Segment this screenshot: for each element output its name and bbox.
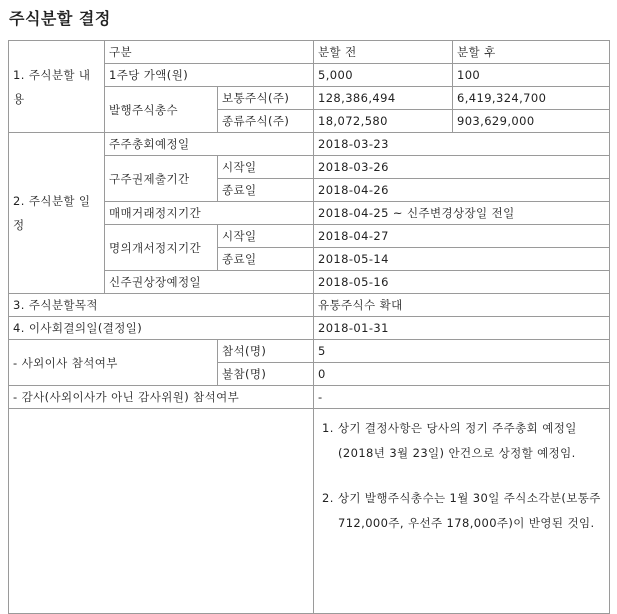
listing-date-value: 2018-05-16 [314,271,610,294]
common-shares-before: 128,386,494 [314,87,453,110]
old-cert-label: 구주권제출기간 [105,156,218,202]
page-title: 주식분할 결정 [9,9,111,28]
common-shares-label: 보통주식(주) [218,87,314,110]
table-row [9,317,610,340]
board-resolution-label: 4. 이사회결의일(결정일) [9,317,314,340]
table-row [9,409,610,614]
notes-cell [314,409,610,614]
purpose-label: 3. 주식분할목적 [9,294,314,317]
trade-halt-label: 매매거래정지기간 [105,202,314,225]
present-label: 참석(명) [218,340,314,363]
header-category: 구분 [105,41,314,64]
note-2: 2. 상기 발행주식총수는 1월 30일 주식소각분(보통주 712,000주, 우선주 178,000주)이 반영된 것임. [322,491,601,530]
preferred-shares-before: 18,072,580 [314,110,453,133]
transfer-halt-end-value: 2018-05-14 [314,248,610,271]
header-after: 분할 후 [453,41,610,64]
notes-label-cell [9,409,314,614]
meeting-date-label: 주주총회예정일 [105,133,314,156]
common-shares-after: 6,419,324,700 [453,87,610,110]
old-cert-start-value: 2018-03-26 [314,156,610,179]
section1-label: 1. 주식분할 내용 [9,41,105,133]
transfer-halt-start-label: 시작일 [218,225,314,248]
old-cert-end-value: 2018-04-26 [314,179,610,202]
absent-value: 0 [314,363,610,386]
meeting-date-value: 2018-03-23 [314,133,610,156]
section2-label: 2. 주식분할 일정 [9,133,105,294]
old-cert-start-label: 시작일 [218,156,314,179]
notes-list [318,413,605,536]
transfer-halt-end-label: 종료일 [218,248,314,271]
board-resolution-value: 2018-01-31 [314,317,610,340]
par-value-before: 5,000 [314,64,453,87]
table-row [9,41,610,64]
par-value-label: 1주당 가액(원) [105,64,314,87]
audit-label: - 감사(사외이사가 아닌 감사위원) 참석여부 [9,386,314,409]
audit-value: - [314,386,610,409]
absent-label: 불참(명) [218,363,314,386]
purpose-value: 유통주식수 확대 [314,294,610,317]
preferred-shares-after: 903,629,000 [453,110,610,133]
preferred-shares-label: 종류주식(주) [218,110,314,133]
transfer-halt-label: 명의개서정지기간 [105,225,218,271]
old-cert-end-label: 종료일 [218,179,314,202]
table-row [9,340,610,363]
outside-directors-label: - 사외이사 참석여부 [9,340,218,386]
transfer-halt-start-value: 2018-04-27 [314,225,610,248]
header-before: 분할 전 [314,41,453,64]
note-1: 1. 상기 결정사항은 당사의 정기 주주총회 예정일(2018년 3월 23일) 안건으로 상정할 예정임. [322,421,577,460]
disclosure-table [8,40,610,614]
table-row [9,386,610,409]
table-row [9,133,610,156]
table-row [9,294,610,317]
par-value-after: 100 [453,64,610,87]
listing-date-label: 신주권상장예정일 [105,271,314,294]
trade-halt-value: 2018-04-25 ~ 신주변경상장일 전일 [314,202,610,225]
shares-label: 발행주식총수 [105,87,218,133]
present-value: 5 [314,340,610,363]
